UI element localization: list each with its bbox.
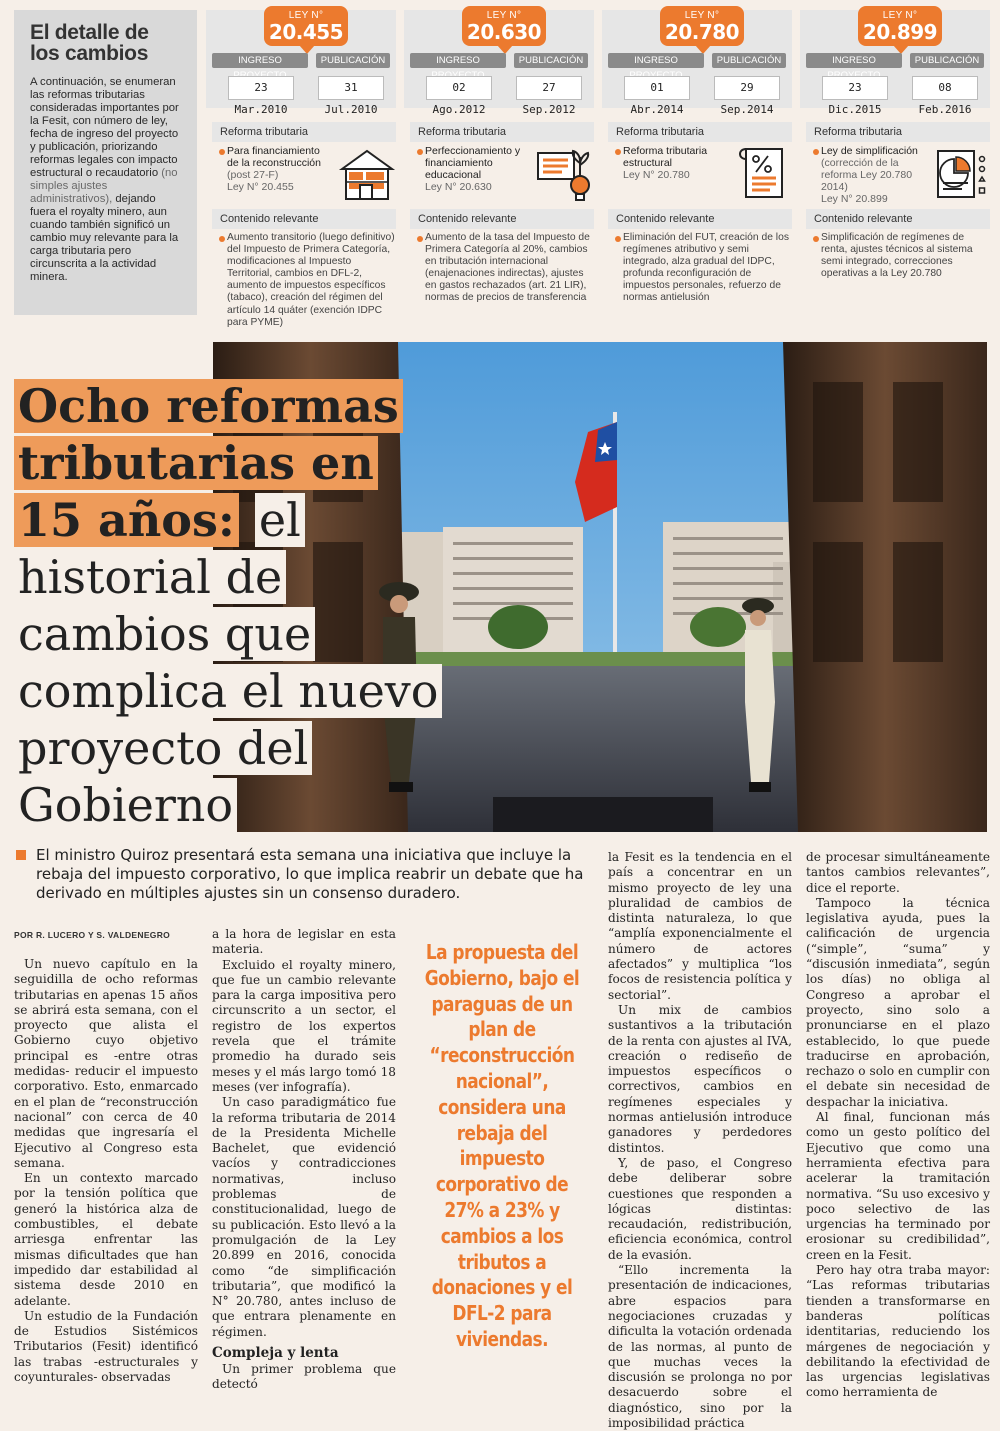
ingreso-label: INGRESO [410,53,506,68]
intro-title: El detalle de los cambios [30,21,149,65]
law-number-tag: LEY N° 20.899 [858,6,942,46]
infographic [0,0,1000,328]
contenido-label: Contenido relevante [410,209,594,229]
ingreso-label: INGRESO [212,53,308,68]
paragraph: de procesar simultáneamente tantos cambios relevantes”, dice el reporte. [806,850,990,895]
publicacion-date: 31 Jul.2010 [318,76,384,100]
reforma-body: Para financiamiento de la reconstrucción (post 27-F) Ley N° 20.455 [212,145,396,207]
contenido-label: Contenido relevante [212,209,396,229]
paragraph: Tampoco la técnica legislativa ayuda, pues la calificación de urgencia (“simple”, “suma” y “discusión inmediata”, según los días) no obliga al Congreso a aprobar el proyecto, sino solo a pronunciarse en el plazo establecido, lo que puede traducirse en aprobación, rechazo o solo en cumplir con el debate sin necesidad de despachar la iniciativa. [806,895,990,1109]
article-column-2 [212,927,396,1393]
ingreso-date: 23 Dic.2015 [822,76,888,100]
reforma-label: Reforma tributaria [410,122,594,142]
publicacion-date: 29 Sep.2014 [714,76,780,100]
contenido-label: Contenido relevante [608,209,792,229]
paragraph: Un primer problema que detectó [212,1362,396,1392]
report-chart-icon [932,145,990,203]
law-number-tag: LEY N° 20.780 [660,6,744,46]
house-icon [338,145,396,203]
reforma-label: Reforma tributaria [806,122,990,142]
paragraph: Un nuevo capítulo en la seguidilla de ocho reformas tributarias en apenas 15 años se abrirá esta semana, con el proyecto que alista el Gobierno cuyo objetivo principal es -entre otras medidas- reducir el impuesto corporativo. Esto, enmarcado en el plan de “reconstrucción nacional” con cerca de 40 medidas que ingresaría el Ejecutivo al Congreso esta semana. [14,957,198,1170]
paragraph: Al final, funcionan más como un gesto político del Ejecutivo que como una herramienta efectiva para acelerar la tramitación normativa. “Su uso excesivo y poco selectivo de las urgencias ha terminado por erosionar su credibilidad”, creen en la Fesit. [806,1110,990,1262]
ingreso-date: 01 Abr.2014 [624,76,690,100]
lede: El ministro Quiroz presentará esta semana una iniciativa que incluye la rebaja del impuesto corporativo, lo que implica reabrir un debate que ha derivado en múltiples ajustes sin un consenso duradero. [14,846,592,903]
ingreso-label: INGRESO [608,53,704,68]
headline-rest: el historial de cambios que complica el nuevo proyecto del Gobierno [14,493,442,832]
ingreso-label: INGRESO [806,53,902,68]
reforma-label: Reforma tributaria [212,122,396,142]
law-number-tag: LEY N° 20.630 [462,6,546,46]
article-column-1 [14,957,198,1385]
paragraph: Pero hay otra traba mayor: “Las reformas tributarias tienden a transformarse en banderas políticas identitarias, reduciendo los márgenes de negociación y debilitando la efectividad de las urgencias legislativas como herramienta de [806,1263,990,1400]
publicacion-label: PUBLICACIÓN [712,53,786,68]
contenido-label: Contenido relevante [806,209,990,229]
law-card-20455 [206,10,396,328]
contenido-body: Aumento transitorio (luego definitivo) del Impuesto de Primera Categoría, modificaciones al Impuesto Territorial, cambios en DFL-2, aumento de impuestos específicos (tabaco), creación del régimen del artículo 14 quáter (exención IDPC para PYME) [212,232,396,329]
article-column-4 [806,850,990,1401]
law-card-20899 [800,10,990,315]
contenido-body: Simplificación de regímenes de renta, ajustes técnicos al sistema semi integrado, correcciones operativas a la Ley 20.780 [806,232,990,280]
ingreso-date: 02 Ago.2012 [426,76,492,100]
intro-body: A continuación, se enumeran las reformas tributarias consideradas importantes por la Fesit, con número de ley, fecha de ingreso del proyecto y publicación, priorizando reformas legales con impacto estructural o recaudatorio (no simples ajustes administrativos), dejando fuera el royalty minero, aun cuando también significó un cambio muy relevante para la carga tributaria pero circunscrita a la actividad minera. [30,76,179,283]
lede-marker [16,850,26,860]
reforma-body: Ley de simplificación (corrección de la reforma Ley 20.780 2014) Ley N° 20.899 [806,145,990,207]
paragraph: Y, de paso, el Congreso debe deliberar sobre cuestiones que responden a lógicas distintas: recaudación, redistribución, eficiencia económica, control de la evasión. [608,1155,792,1262]
subhead: Compleja y lenta [212,1345,339,1362]
paragraph: la Fesit es la tendencia en el país a concentrar en un mismo proyecto de ley una pluralidad de cambios de distinta naturaleza, lo que “amplía exponencialmente el número de actores afectados” y multiplica “los focos de resistencia política y sectorial”. [608,850,792,1002]
headline [14,378,444,834]
headline-highlight: Ocho reformas tributarias en 15 años: [14,379,403,547]
publicacion-label: PUBLICACIÓN [910,53,984,68]
contenido-body: Eliminación del FUT, creación de los regímenes atributivo y semi integrado, alza gradual del IDPC, profunda reconfiguración de impuestos personales, refuerzo de normas antielusión [608,232,792,305]
reforma-label: Reforma tributaria [608,122,792,142]
paragraph: a la hora de legislar en esta materia. [212,927,396,957]
law-card-20780 [602,10,792,315]
ingreso-date: 23 Mar.2010 [228,76,294,100]
pull-quote: La propuesta del Gobierno, bajo el paraguas de un plan de “reconstrucción nacional”, considera una rebaja del impuesto corporativo de 27% a 23% y cambios a los tributos a donaciones y el DFL-2 para viviendas. [424,940,580,1351]
law-number-tag: LEY N° 20.455 [264,6,348,46]
publicacion-date: 08 Feb.2016 [912,76,978,100]
publicacion-date: 27 Sep.2012 [516,76,582,100]
publicacion-label: PUBLICACIÓN [514,53,588,68]
paragraph: Un mix de cambios sustantivos a la tributación de la renta con ajustes al IVA, creación o rediseño de impuestos específicos o correctivos, cambios en regímenes especiales y normas antielusión introduce ganadores y perdedores distintos. [608,1002,792,1155]
contenido-body: Aumento de la tasa del Impuesto de Primera Categoría al 20%, cambios en tributación internacional (enajenaciones indirectas), ajustes en gastos rechazados (art. 21 LIR), normas de precios de transferencia [410,232,594,305]
paragraph: En un contexto marcado por la tensión política que generó la histórica alza de combustibles, el debate arriesga enfrentar las mismas dificultades que han impedido dar estabilidad al sistema desde 2010 en adelante. [14,1171,198,1308]
percent-document-icon [734,145,792,203]
reforma-body: Reforma tributaria estructural Ley N° 20.780 [608,145,792,207]
publicacion-label: PUBLICACIÓN [316,53,390,68]
byline: POR R. LUCERO Y S. VALDENEGRO [14,930,171,940]
paragraph: “Ello incrementa la presentación de indicaciones, abre espacios para negociaciones cruzadas y dificulta la votación ordenada de las normas, al punto de que muchas veces la discusión se prolonga no por desacuerdo sobre el diagnóstico, sino por la imposibilidad práctica [608,1263,792,1430]
paragraph: Un caso paradigmático fue la reforma tributaria de 2014 de la Presidenta Michelle Bachelet, que evidenció vacíos y contradicciones normativas, incluso problemas de constitucionalidad, luego de su publicación. Esto llevó a la promulgación de la Ley 20.899 en 2016, conocida como “de simplificación tributaria”, que modificó la N° 20.780, antes incluso de que entrara plenamente en régimen. [212,1095,396,1339]
paragraph: Un estudio de la Fundación de Estudios Sistémicos Tributarios (Fesit) identificó las trabas -estructurales y coyunturales- observadas [14,1308,198,1385]
article-column-3 [608,850,792,1431]
law-card-20630 [404,10,594,315]
paragraph: Excluido el royalty minero, que fue un cambio relevante para la carga impositiva pero circunscrito a un sector, el registro de los expertos revela que el trámite promedio ha durado seis meses y el más largo tomó 18 meses (ver infografía). [212,957,396,1094]
education-icon [536,145,594,203]
intro-box [14,10,197,315]
reforma-body: Perfeccionamiento y financiamiento educacional Ley N° 20.630 [410,145,594,207]
